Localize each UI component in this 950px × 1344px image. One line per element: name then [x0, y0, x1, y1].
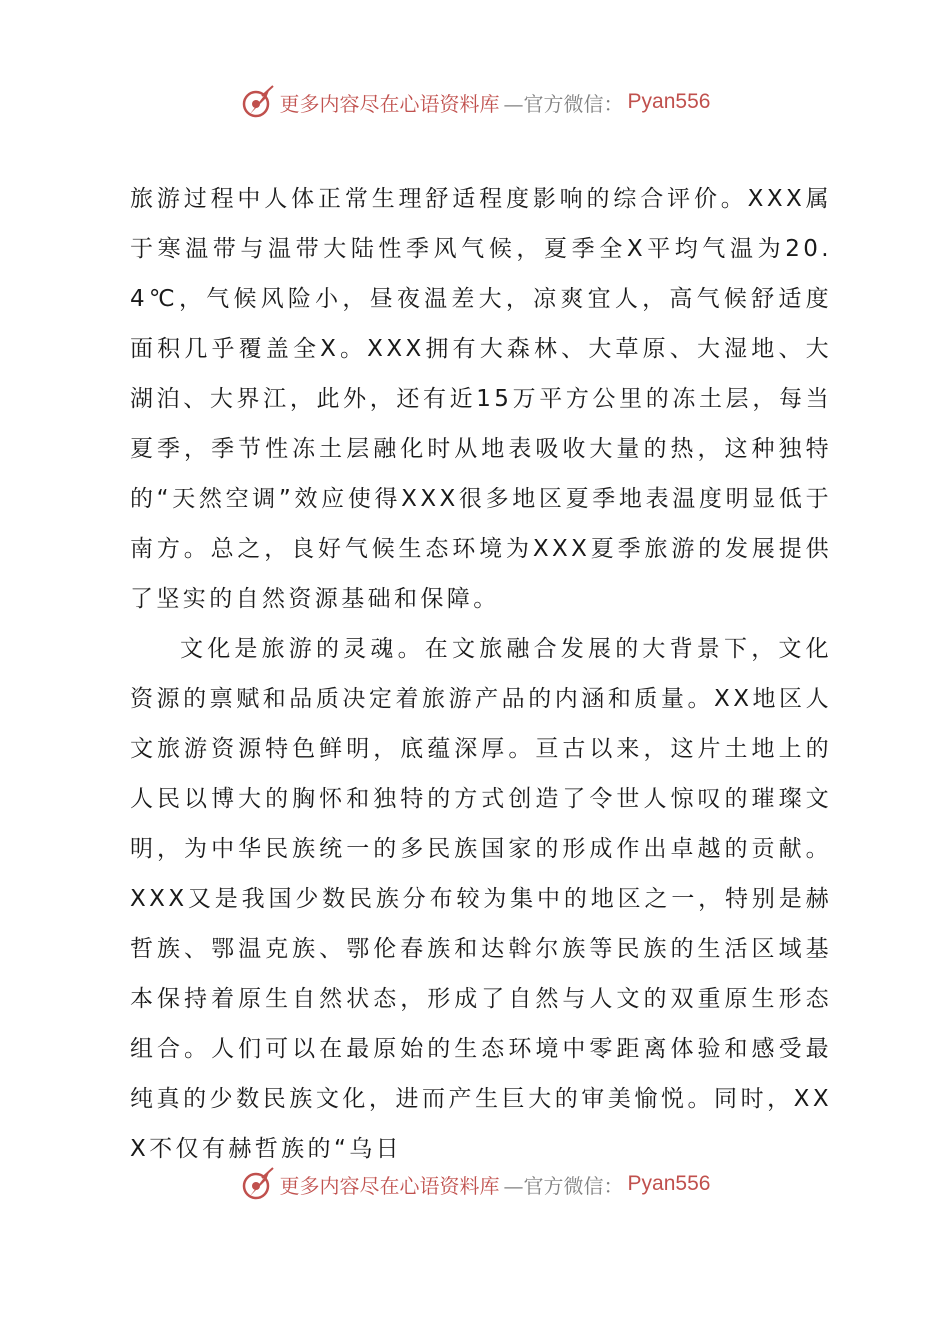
- footer-banner-separator: —官方微信：: [503, 1173, 624, 1198]
- footer-wechat-id: Pyan556: [627, 1172, 711, 1195]
- document-body: [130, 174, 832, 1174]
- quill-logo-icon: [240, 84, 276, 120]
- footer-banner-text: 更多内容尽在心语资料库: [279, 1173, 500, 1198]
- paragraph: 旅游过程中人体正常生理舒适程度影响的综合评价。XXX属于寒温带与温带大陆性季风气候，夏季全X平均气温为20.4℃，气候风险小，昼夜温差大，凉爽宜人，高气候舒适度面积几乎覆盖全X。XXX拥有大森林、大草原、大湿地、大湖泊、大界江，此外，还有近15万平方公里的冻土层，每当夏季，季节性冻土层融化时从地表吸收大量的热，这种独特的“天然空调”效应使得XXX很多地区夏季地表温度明显低于南方。总之，良好气候生态环境为XXX夏季旅游的发展提供了坚实的自然资源基础和保障。: [130, 186, 832, 612]
- header-banner-text: 更多内容尽在心语资料库: [279, 91, 500, 116]
- header-banner: [0, 82, 950, 122]
- footer-banner: [0, 1164, 950, 1204]
- header-wechat-id: Pyan556: [627, 90, 711, 113]
- paragraph: 文化是旅游的灵魂。在文旅融合发展的大背景下，文化资源的禀赋和品质决定着旅游产品的内涵和质量。XX地区人文旅游资源特色鲜明，底蕴深厚。亘古以来，这片土地上的人民以博大的胸怀和独特的方式创造了令世人惊叹的璀璨文明，为中华民族统一的多民族国家的形成作出卓越的贡献。XXX又是我国少数民族分布较为集中的地区之一，特别是赫哲族、鄂温克族、鄂伦春族和达斡尔族等民族的生活区域基本保持着原生自然状态，形成了自然与人文的双重原生形态组合。人们可以在最原始的生态环境中零距离体验和感受最纯真的少数民族文化，进而产生巨大的审美愉悦。同时，XXX不仅有赫哲族的“乌日: [130, 636, 832, 1162]
- quill-logo-icon: [240, 1166, 276, 1202]
- header-banner-separator: —官方微信：: [503, 91, 624, 116]
